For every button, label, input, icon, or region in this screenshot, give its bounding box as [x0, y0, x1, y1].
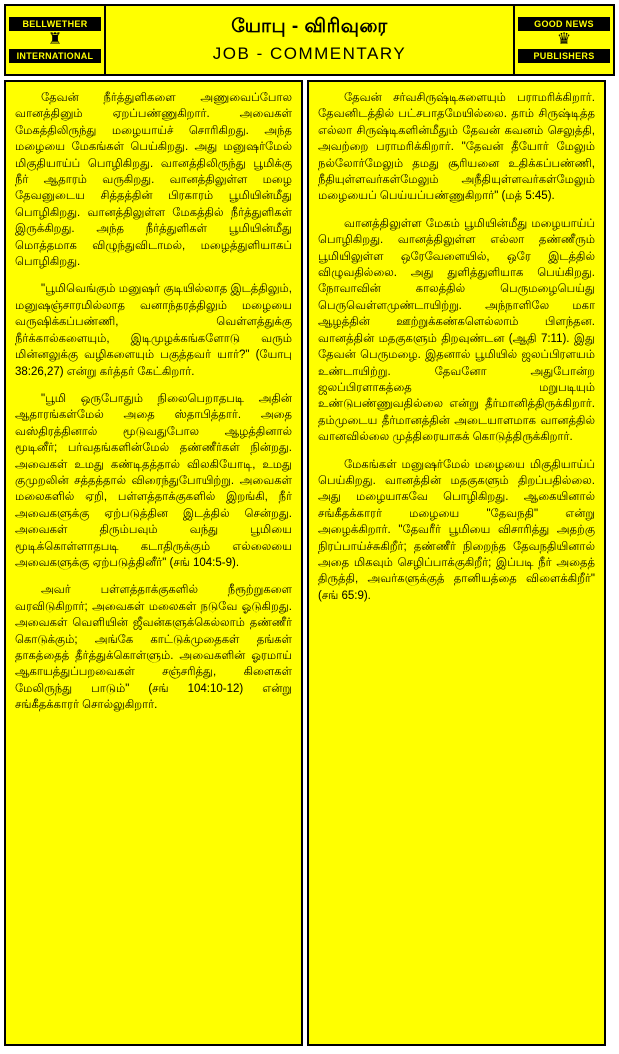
paragraph: மேகங்கள் மனுஷர்மேல் மழையை மிகுதியாய்ப் பெய்கிறது. வானத்தின் மதகுகளும் திறப்பதில்லை. அது மழையாகவே பொழிகிறது. ஆகையினால் சங்கீதக்காரர் மழையை "தேவநதி" என்று அழைக்கிறார். "தேவரீர் பூமியை விசாரித்து அதற்கு நிரப்பாய்ச்சுகிறீர்; தண்ணீர் நிறைந்த தேவநதியினால் அதை மிகவும் செழிப்பாக்குகிறீர்; இப்படி நீர் அதைத் திருத்தி, அவர்களுக்குத் தானியத்தை விளைக்கிறீர்" (சங் 65:9).	[318, 458, 595, 602]
paragraph: "பூமி ஒருபோதும் நிலைபெறாதபடி அதின் ஆதாரங்கள்மேல் அதை ஸ்தாபித்தார். அதை வஸ்திரத்தினால் மூடுவதுபோல ஆழத்தினால் மூடினீர்; பர்வதங்களின்மேல் தண்ணீர்கள் நின்றது. அவைகள் உமது கண்டிதத்தால் விலகியோடி, உமது குமுறலின் சத்தத்தால் விரைந்துபோயிற்று. அவைகள் மலைகளில் ஏறி, பள்ளத்தாக்குகளில் இறங்கி, நீர் அவைகளுக்கு ஏற்படுத்தின இடத்தில் சென்றது. அவைகள் திரும்பவும் வந்து பூமியை மூடிக்கொள்ளாதபடி கடாதிருக்கும் எல்லையை அவைகளுக்கு ஏற்படுத்தினீர்" (சங் 104:5-9).	[15, 392, 292, 569]
page-header	[4, 4, 615, 76]
publisher-logo-right	[513, 6, 613, 74]
paragraph: வானத்திலுள்ள மேகம் பூமியின்மீது மழையாய்ப் பொழிகிறது. வானத்திலுள்ள எல்லா தண்ணீரும் பூமியிலுள்ள ஒரேவேளையில், ஒரே இடத்தில் விழுவதில்லை. அது துளித்துளியாக பெய்கிறது. நோவாவின் காலத்தில் பெருமழைபெய்து பெருவெள்ளமுண்டாயிற்று. அந்நாளிலே மகா ஆழத்தின் ஊற்றுக்கண்களெல்லாம் பிளந்தன. வானத்தின் மதகுகளும் திறவுண்டன (ஆதி 7:11). இது தேவன் பெருமழை. இதனால் பூமியில் ஜலப்பிரளயம் உண்டாயிற்று. தேவனோ அதுபோன்ற ஜலப்பிரளாகத்தை மறுபடியும் உண்டுபண்ணுவதில்லை என்று தீர்மானித்திருக்கிறார். தம்முடைய தீர்மானத்தின் அடையாளமாக வானத்தில் வானவில்லை முத்திரையாகக் கொடுத்திருக்கிறார்.	[318, 217, 595, 444]
page-title-english: JOB - COMMENTARY	[212, 44, 407, 63]
paragraph: அவர் பள்ளத்தாக்குகளில் நீரூற்றுகளை வரவிடுகிறார்; அவைகள் மலைகள் நடுவே ஓடுகிறது. அவைகள் வெளியின் ஜீவன்களுக்கெல்லாம் தண்ணீர் கொடுக்கும்; அங்கே காட்டுக்முதைகள் தங்கள் தாகத்தைத் தீர்த்துக்கொள்ளும். அவைகளின் ஓரமாய் ஆகாயத்துப்பறவைகள் சஞ்சரித்து, கிளைகள் மேலிருந்து பாடும்" (சங் 104:10-12) என்று சங்கீதக்காரர் சொல்லுகிறார்.	[15, 584, 292, 712]
page-title-tamil: யோபு - விரிவுரை	[231, 16, 388, 37]
column-right	[307, 80, 606, 1046]
bell-icon: ♜	[47, 31, 63, 48]
publisher-logo-right-line1: GOOD NEWS	[518, 17, 610, 31]
torch-icon: ♛	[556, 31, 572, 48]
page-title-block	[106, 6, 513, 74]
publisher-logo-right-line2: PUBLISHERS	[518, 49, 610, 63]
publisher-logo-left	[6, 6, 106, 74]
body-columns	[4, 80, 615, 1046]
column-left	[4, 80, 303, 1046]
publisher-logo-left-line1: BELLWETHER	[9, 17, 101, 31]
publisher-logo-left-line2: INTERNATIONAL	[9, 49, 101, 63]
paragraph: தேவன் நீர்த்துளிகளை அணுவைப்போல வானத்தினும் ஏறப்பண்ணுகிறார். அவைகள் மேகத்திலிருந்து மழையாய்ச் சொரிகிறது. அந்த மழையை மேகங்கள் பெய்கிறது. அது மனுஷர்மேல் மிகுதியாய்ப் பொழிகிறது. வானத்திலிருந்து பூமிக்கு நீர் ஆதாரம் வருகிறது. வானத்திலுள்ள மழை தேவனுடைய சித்தத்தின் பிரகாரம் பூமியின்மீது பொழிகிறது. வானத்திலுள்ள மேகத்தில் நீர்த்துளிகள் இருக்கிறது. அந்த நீர்த்துளிகள் பூமியின்மீது மொத்தமாக விழுந்துவிடாமல், மழைத்துளியாகப் பொழிகிறது.	[15, 92, 292, 269]
paragraph: "பூமிவெங்கும் மனுஷர் குடியில்லாத இடத்திலும், மனுஷஞ்சாரமில்லாத வனாந்தரத்திலும் மழையை வருஷிக்கப்பண்ணி, வெள்ளத்துக்கு நீர்க்கால்களையும், இடிமுழக்கங்களோடு வரும் மின்னலுக்கு வழிகளையும் பகுத்தவர் யார்?" (யோபு 38:26,27) என்று கர்த்தர் கேட்கிறார்.	[15, 283, 292, 378]
paragraph: தேவன் சர்வசிருஷ்டிகளையும் பராமரிக்கிறார். தேவனிடத்தில் பட்சபாதமேயில்லை. தாம் சிருஷ்டித்த எல்லா சிருஷ்டிகளின்மீதும் தேவன் கவனம் செலுத்தி, அவற்றை பராமரிக்கிறார். "தேவன் தீயோர் மேலும் நல்லோர்மேலும் தமது சூரியனை உதிக்கப்பண்ணி, நீதியுள்ளவர்கள்மேலும் அநீதியுள்ளவர்கள்மேலும் மழையைப் பெய்யப்பண்ணுகிறார்" (மத் 5:45).	[318, 92, 595, 203]
